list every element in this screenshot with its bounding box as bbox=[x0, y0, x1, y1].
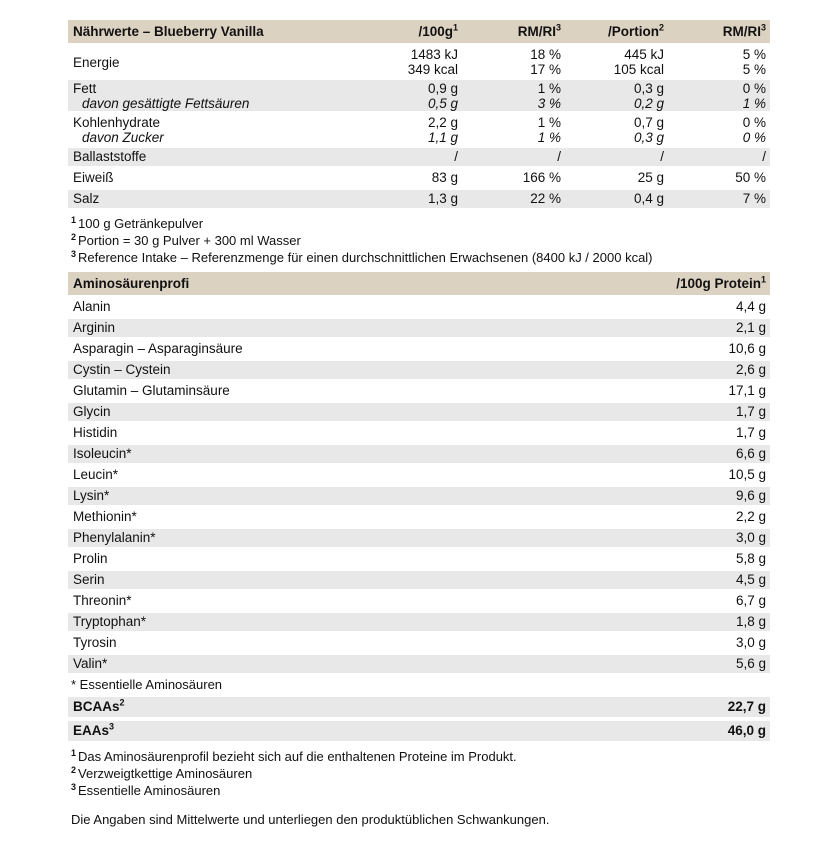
value-line: 3 % bbox=[537, 96, 561, 111]
row-label: Energie bbox=[73, 54, 120, 70]
amino-value: 3,0 g bbox=[735, 530, 766, 545]
amino-label: Valin* bbox=[73, 656, 108, 671]
column-header-label: /Portion bbox=[607, 24, 659, 39]
amino-row-isoleucin bbox=[68, 445, 770, 463]
row-label bbox=[68, 81, 355, 111]
value-per-100g: 83 g bbox=[431, 170, 458, 185]
bcaa-total-row bbox=[68, 697, 770, 717]
amino-row-serin bbox=[68, 571, 770, 589]
amino-label: Asparagin – Asparaginsäure bbox=[73, 341, 243, 356]
amino-label: Threonin* bbox=[73, 593, 132, 608]
amino-row-lysin bbox=[68, 487, 770, 505]
row-label-main: Kohlenhydrate bbox=[73, 115, 161, 130]
value-rm-ri-portion bbox=[664, 81, 770, 111]
amino-label: Prolin bbox=[73, 551, 108, 566]
nutrition-row-energie bbox=[68, 46, 770, 77]
amino-row-alanin bbox=[68, 298, 770, 316]
amino-label: Arginin bbox=[73, 320, 116, 335]
value-per-portion: 25 g bbox=[637, 170, 664, 185]
footnote bbox=[71, 748, 770, 765]
amino-label: Lysin* bbox=[73, 488, 110, 503]
amino-value: 6,7 g bbox=[735, 593, 766, 608]
column-header-per-100g-protein bbox=[630, 272, 770, 295]
amino-value: 1,7 g bbox=[735, 404, 766, 419]
amino-acid-table bbox=[68, 272, 770, 799]
column-header-label: RM/RI bbox=[722, 24, 761, 39]
amino-row-prolin bbox=[68, 550, 770, 568]
value-per-portion bbox=[561, 47, 664, 77]
amino-value: 2,1 g bbox=[735, 320, 766, 335]
nutrition-footnotes bbox=[68, 215, 770, 266]
column-header-sup: 3 bbox=[760, 22, 766, 33]
footnote-text: Das Aminosäurenprofil bezieht sich auf die enthaltenen Proteine im Produkt. bbox=[78, 749, 517, 764]
amino-label: Alanin bbox=[73, 299, 111, 314]
value-per-100g: 1,3 g bbox=[427, 191, 458, 206]
value-line: 0,3 g bbox=[633, 81, 664, 96]
column-header-per-100g bbox=[355, 20, 458, 43]
row-label: Ballaststoffe bbox=[73, 149, 147, 164]
value-rm-ri-100g bbox=[458, 115, 561, 145]
total-label: EAAs$^3$ bbox=[73, 721, 115, 738]
amino-value: 17,1 g bbox=[728, 383, 766, 398]
amino-value: 5,8 g bbox=[735, 551, 766, 566]
amino-row-threonin bbox=[68, 592, 770, 610]
value-line: 5 % bbox=[742, 47, 766, 62]
amino-value: 6,6 g bbox=[735, 446, 766, 461]
column-header-label: /100g bbox=[418, 24, 453, 39]
essential-amino-note: * Essentielle Aminosäuren bbox=[71, 677, 223, 692]
footnote-sup: 3 bbox=[71, 248, 77, 259]
value-rm-ri-100g bbox=[458, 81, 561, 111]
average-values-disclaimer: Die Angaben sind Mittelwerte und unterliegen den produktüblichen Schwankungen. bbox=[71, 812, 550, 827]
amino-row-tryptophan bbox=[68, 613, 770, 631]
footnote-sup: 2 bbox=[71, 764, 77, 775]
total-label: BCAAs$^2$ bbox=[73, 697, 125, 714]
amino-value: 2,6 g bbox=[735, 362, 766, 377]
amino-row-phenylalanin bbox=[68, 529, 770, 547]
footnote bbox=[71, 765, 770, 782]
amino-label: Glutamin – Glutaminsäure bbox=[73, 383, 230, 398]
footnote-text: Verzweigtkettige Aminosäuren bbox=[78, 766, 253, 781]
value-line: 349 kcal bbox=[407, 62, 458, 77]
amino-row-tyrosin bbox=[68, 634, 770, 652]
nutrition-row-eiweiss bbox=[68, 169, 770, 187]
value-line: 0 % bbox=[742, 130, 766, 145]
amino-row-arginin bbox=[68, 319, 770, 337]
nutrition-row-fett bbox=[68, 80, 770, 111]
amino-row-valin bbox=[68, 655, 770, 673]
amino-label: Glycin bbox=[73, 404, 111, 419]
value-per-portion bbox=[561, 115, 664, 145]
footnote bbox=[71, 782, 770, 799]
column-header-rm-ri-100g bbox=[458, 20, 561, 43]
nutrition-table bbox=[68, 20, 770, 266]
value-rm-ri-portion: 50 % bbox=[735, 170, 766, 185]
column-header-per-portion bbox=[561, 20, 664, 43]
amino-row-cystin bbox=[68, 361, 770, 379]
amino-value: 9,6 g bbox=[735, 488, 766, 503]
amino-label: Serin bbox=[73, 572, 105, 587]
amino-row-glycin bbox=[68, 403, 770, 421]
value-line: 0,2 g bbox=[633, 96, 664, 111]
value-line: 1 % bbox=[537, 115, 561, 130]
value-rm-ri-100g: 22 % bbox=[530, 191, 561, 206]
value-line: 0,9 g bbox=[427, 81, 458, 96]
value-rm-ri-portion: / bbox=[762, 149, 766, 164]
value-rm-ri-100g: 166 % bbox=[522, 170, 561, 185]
footnote bbox=[71, 215, 770, 232]
value-line: 17 % bbox=[530, 62, 561, 77]
amino-table-header bbox=[68, 272, 770, 295]
value-line: 2,2 g bbox=[427, 115, 458, 130]
row-label-sub: davon Zucker bbox=[82, 130, 164, 145]
value-line: 445 kJ bbox=[624, 47, 664, 62]
value-line: 1,1 g bbox=[427, 130, 458, 145]
footnote-sup: 2 bbox=[71, 231, 77, 242]
value-line: 0 % bbox=[742, 81, 766, 96]
amino-value: 4,4 g bbox=[735, 299, 766, 314]
amino-label: Methionin* bbox=[73, 509, 137, 524]
value-per-portion bbox=[561, 81, 664, 111]
footnote-text: Essentielle Aminosäuren bbox=[78, 783, 221, 798]
row-label: Salz bbox=[73, 191, 100, 206]
nutrition-label-page bbox=[68, 20, 770, 827]
value-line: 1 % bbox=[537, 130, 561, 145]
amino-row-asparagin bbox=[68, 340, 770, 358]
amino-footnotes bbox=[68, 748, 770, 799]
amino-value: 1,8 g bbox=[735, 614, 766, 629]
column-header-label: RM/RI bbox=[517, 24, 556, 39]
nutrition-table-header bbox=[68, 20, 770, 43]
column-header-rm-ri-portion bbox=[664, 20, 770, 43]
amino-row-histidin bbox=[68, 424, 770, 442]
footnote-text: Reference Intake – Referenzmenge für einen durchschnittlichen Erwachsenen (8400 kJ / 2000 kcal) bbox=[78, 250, 653, 265]
amino-label: Leucin* bbox=[73, 467, 119, 482]
amino-label: Histidin bbox=[73, 425, 118, 440]
footnote-text: Portion = 30 g Pulver + 300 ml Wasser bbox=[78, 233, 301, 248]
amino-title: Aminosäurenprofi bbox=[73, 276, 190, 291]
nutrition-row-salz bbox=[68, 190, 770, 208]
value-line: 0,7 g bbox=[633, 115, 664, 130]
column-header-label: /100g Protein bbox=[676, 276, 761, 291]
value-per-100g bbox=[355, 81, 458, 111]
amino-value: 3,0 g bbox=[735, 635, 766, 650]
amino-value: 10,6 g bbox=[728, 341, 766, 356]
footnote-sup: 1 bbox=[71, 214, 77, 225]
total-value: 46,0 g bbox=[727, 723, 766, 738]
value-line: 5 % bbox=[742, 62, 766, 77]
amino-label: Cystin – Cystein bbox=[73, 362, 171, 377]
value-line: 105 kcal bbox=[613, 62, 664, 77]
value-line: 0,3 g bbox=[633, 130, 664, 145]
value-line: 1 % bbox=[742, 96, 766, 111]
value-per-100g bbox=[355, 115, 458, 145]
footnote-text: 100 g Getränkepulver bbox=[78, 216, 204, 231]
footnote-sup: 1 bbox=[71, 747, 77, 758]
column-header-sup: 3 bbox=[555, 22, 561, 33]
amino-value: 10,5 g bbox=[728, 467, 766, 482]
amino-label: Tryptophan* bbox=[73, 614, 147, 629]
nutrition-row-ballaststoffe bbox=[68, 148, 770, 166]
value-line: 18 % bbox=[530, 47, 561, 62]
nutrition-row-kohlenhydrate bbox=[68, 114, 770, 145]
amino-value: 1,7 g bbox=[735, 425, 766, 440]
value-line: 1483 kJ bbox=[410, 47, 458, 62]
total-value: 22,7 g bbox=[727, 699, 766, 714]
column-header-sup: 1 bbox=[452, 22, 458, 33]
value-rm-ri-100g: / bbox=[557, 149, 561, 164]
value-rm-ri-portion bbox=[664, 115, 770, 145]
nutrition-title: Nährwerte – Blueberry Vanilla bbox=[73, 24, 264, 39]
value-rm-ri-portion bbox=[664, 47, 770, 77]
amino-row-methionin bbox=[68, 508, 770, 526]
column-header-sup: 2 bbox=[658, 22, 664, 33]
total-sup: 2 bbox=[119, 697, 125, 708]
amino-value: 5,6 g bbox=[735, 656, 766, 671]
amino-label: Isoleucin* bbox=[73, 446, 132, 461]
value-line: 1 % bbox=[537, 81, 561, 96]
eaa-total-row bbox=[68, 721, 770, 741]
value-rm-ri-portion: 7 % bbox=[742, 191, 766, 206]
value-per-100g bbox=[355, 47, 458, 77]
row-label: Eiweiß bbox=[73, 170, 114, 185]
amino-row-glutamin bbox=[68, 382, 770, 400]
value-per-portion: / bbox=[660, 149, 664, 164]
total-sup: 3 bbox=[109, 721, 115, 732]
row-label bbox=[68, 115, 355, 145]
footnote-sup: 3 bbox=[71, 781, 77, 792]
amino-label: Tyrosin bbox=[73, 635, 117, 650]
value-per-100g: / bbox=[454, 149, 458, 164]
amino-label: Phenylalanin* bbox=[73, 530, 156, 545]
amino-value: 2,2 g bbox=[735, 509, 766, 524]
row-label-sub: davon gesättigte Fettsäuren bbox=[82, 96, 250, 111]
value-rm-ri-100g bbox=[458, 47, 561, 77]
amino-row-leucin bbox=[68, 466, 770, 484]
amino-value: 4,5 g bbox=[735, 572, 766, 587]
footnote bbox=[71, 232, 770, 249]
row-label-main: Fett bbox=[73, 81, 97, 96]
value-line: 0,5 g bbox=[427, 96, 458, 111]
value-per-portion: 0,4 g bbox=[633, 191, 664, 206]
footnote bbox=[71, 249, 770, 266]
value-line: 0 % bbox=[742, 115, 766, 130]
column-header-sup: 1 bbox=[760, 274, 766, 285]
